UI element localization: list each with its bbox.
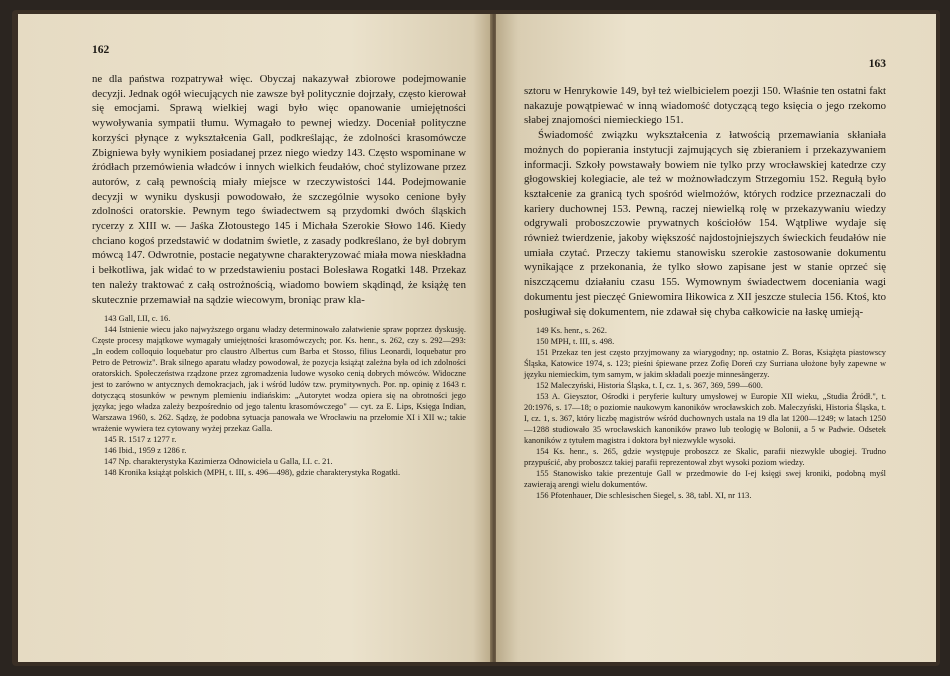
footnote: 144 Istnienie wiecu jako najwyższego organu władzy determinowało załatwienie spraw poprzez dyskusję. Częste procesy majątkowe wymagały umiejętności krasomówczych; por. Ks. henr., s. 262, czy s. 292—293: „In eodem colloquio loquebatur pro claustro Albertus cum Barba et Stosso, filius Leonardi, loquebatur pro Petro de Petrowiz". Brak silnego aparatu władzy powodował, że pozycja książąt zależna była od ich zdolności oratorskich. Społeczeństwa rządzone przez zgromadzenia ludowe wysoko cenią dobrych mówców. Widoczne jest to zarówno w antycznych demokracjach, jak i wśród ludów tzw. prymitywnych. Por. np. opinię z 1643 r. dotyczącą stosunków w pewnym plemieniu indiańskim: „Autorytet wodza opiera się na obrotności jego języka; jego władza zależy bezpośrednio od jego talentu krasomówczego" — cyt. za E. Lips, Księga Indian, Warszawa 1960, s. 262. Sądzę, że podobna sytuacja panowała we Wrocławiu na przełomie XI i XII w.; takie wrażenie wywiera tez cytowany wyżej przekaz Galla. bbox=[92, 325, 466, 434]
footnote: 146 Ibid., 1959 z 1286 r. bbox=[104, 446, 187, 456]
footnote: 147 Np. charakterystyka Kazimierza Odnowiciela u Galla, I.I. c. 21. bbox=[104, 457, 333, 467]
footnote: 154 Ks. henr., s. 265, gdzie występuje proboszcz ze Skalic, parafii niezwykle ubogiej. Trudno przypuścić, aby proboszcz takiej parafii reprezentował zbyt wysoki poziom wiedzy. bbox=[524, 447, 886, 468]
body-text bbox=[524, 84, 886, 319]
page-number: 162 bbox=[92, 44, 110, 56]
paragraph: Świadomość związku wykształcenia z łatwością przemawiania skłaniała możnych do popierania instytucji zajmujących się zbieraniem i przekazywaniem informacji. Szkoły powstawały bowiem nie tylko przy wrocławskiej katedrze czy głogowskiej kolegiacie, ale też w możnowładczym Strzegomiu 152. Regułą było kształcenie za granicą tych spośród wielmożów, których rodzice przeznaczali do kariery duchownej 153. Pewną, raczej niewielką rolę w przekazywaniu wiedzy odgrywali proboszczowie prywatnych kościołów 154. Wątpliwe wydaje się również twierdzenie, jakoby większość najdostojniejszych świeckich feudałów nie umiała czytać. Przeczy takiemu stanowisku szerokie zastosowanie dokumentu wynikające z przekonania, że tylko słowo zapisane jest w stanie oprzeć się niszczącemu działaniu czasu 155. Wymownym świadectwem doceniania wagi dokumentu jest pieczęć Gniewomira Iłikowica z XII jeszcze stulecia 156. Ktoś, kto posługiwał się dokumentem, nie zdawał się chyba całkowicie na łaskę umieją- bbox=[524, 129, 886, 318]
book-spread bbox=[12, 10, 940, 666]
paragraph: ne dla państwa rozpatrywał więc. Obyczaj nakazywał zbiorowe podejmowanie decyzji. Jednak ogół wiecujących nie zawsze był politycznie dojrzały, często kierował się emocjami. Sprawą wielkiej wagi było więc opanowanie umiejętności wywoływania sympatii tłumu. Wymagało to pewnej wiedzy. Doceniał polityczne korzyści płynące z wykształcenia Gall, podkreślając, że zdolności krasomówcze Zbigniewa były wynikiem posiadanej przez niego wiedzy 143. Często wspominane w źródłach przemówienia władców i innych wielkich feudałów, choć stylizowane przez autorów, z całą pewnością miały miejsce w rzeczywistości 144. Podejmowanie decyzji w wyniku dyskusji powodowało, że szczególnie wysoko cenione były zdolności oratorskie. Pewnym tego świadectwem są przydomki dwóch śląskich rycerzy z XIII w. — Jaśka Złotoustego 145 i Michała Szerokie Słowo 146. Kiedy chciano kogoś przedstawić w dodatnim świetle, z zasady podkreślano, że był dobrym mówcą 147. Odwrotnie, postacie negatywne charakteryzować miała mowa nieskładna i bełkotliwa, jak widać to w przedstawieniu postaci Bolesława Rogatki 148. Przekaz ten należy traktować z całą ostrożnością, wiadomo bowiem skądinąd, że książę ten skutecznie przemawiał na sądzie wiecowym, broniąc praw kla- bbox=[92, 73, 466, 306]
footnote: 155 Stanowisko takie prezentuje Gall w przedmowie do I-ej księgi swej kroniki, podobną myśl zawierają arengi wielu dokumentów. bbox=[524, 469, 886, 490]
footnote: 151 Przekaz ten jest często przyjmowany za wiarygodny; np. ostatnio Z. Boras, Książęta piastowscy Śląska, Katowice 1974, s. 123; pieśni śpiewane przez Zofię Doreń czy Surriana ułożone były zapewne w języku niemieckim, tym samym, w jakim składali poezje minnesängerzy. bbox=[524, 348, 886, 380]
page-number: 163 bbox=[868, 58, 886, 70]
footnotes bbox=[92, 313, 466, 478]
footnote: 150 MPH, t. III, s. 498. bbox=[536, 337, 615, 347]
footnote: 143 Gall, I.II, c. 16. bbox=[104, 314, 171, 324]
body-text bbox=[92, 72, 466, 307]
footnote: 156 Pfotenhauer, Die schlesischen Siegel, s. 38, tabl. XI, nr 113. bbox=[536, 491, 752, 501]
footnote: 153 A. Gieysztor, Ośrodki i peryferie kultury umysłowej w Europie XII wieku, „Studia Źródł.", t. 20:1976, s. 17—18; o poziomie naukowym kanoników wrocławskich zob. Maleczyński, Historia Śląska, t. I, cz. 1, s. 367, który liczbę magistrów wśród duchownych ustala na 19 dla lat 1200—1249; w latach 1250—1288 studiowało 35 wrocławskich kanoników prawo lub teologię w Bolonii, a 5 w Padwie. Odsetek kanoników z tytułem magistra i doktora był niezwykle wysoki. bbox=[524, 392, 886, 446]
footnote: 149 Ks. henr., s. 262. bbox=[536, 326, 607, 336]
footnote: 148 Kronika książąt polskich (MPH, t. III, s. 496—498), gdzie charakterystyka Rogatki. bbox=[104, 468, 401, 478]
footnote: 145 R. 1517 z 1277 r. bbox=[104, 435, 177, 445]
footnote: 152 Maleczyński, Historia Śląska, t. I, cz. 1, s. 367, 369, 599—600. bbox=[536, 381, 763, 391]
paragraph: sztoru w Henrykowie 149, był też wielbicielem poezji 150. Właśnie ten ostatni fakt nakazuje powątpiewać w inną wiadomość dotyczącą tego księcia o jego rzekomo słabej znajomości niemieckiego 151. bbox=[524, 85, 886, 127]
right-page bbox=[496, 14, 936, 662]
left-page bbox=[18, 14, 492, 662]
footnotes bbox=[524, 325, 886, 501]
